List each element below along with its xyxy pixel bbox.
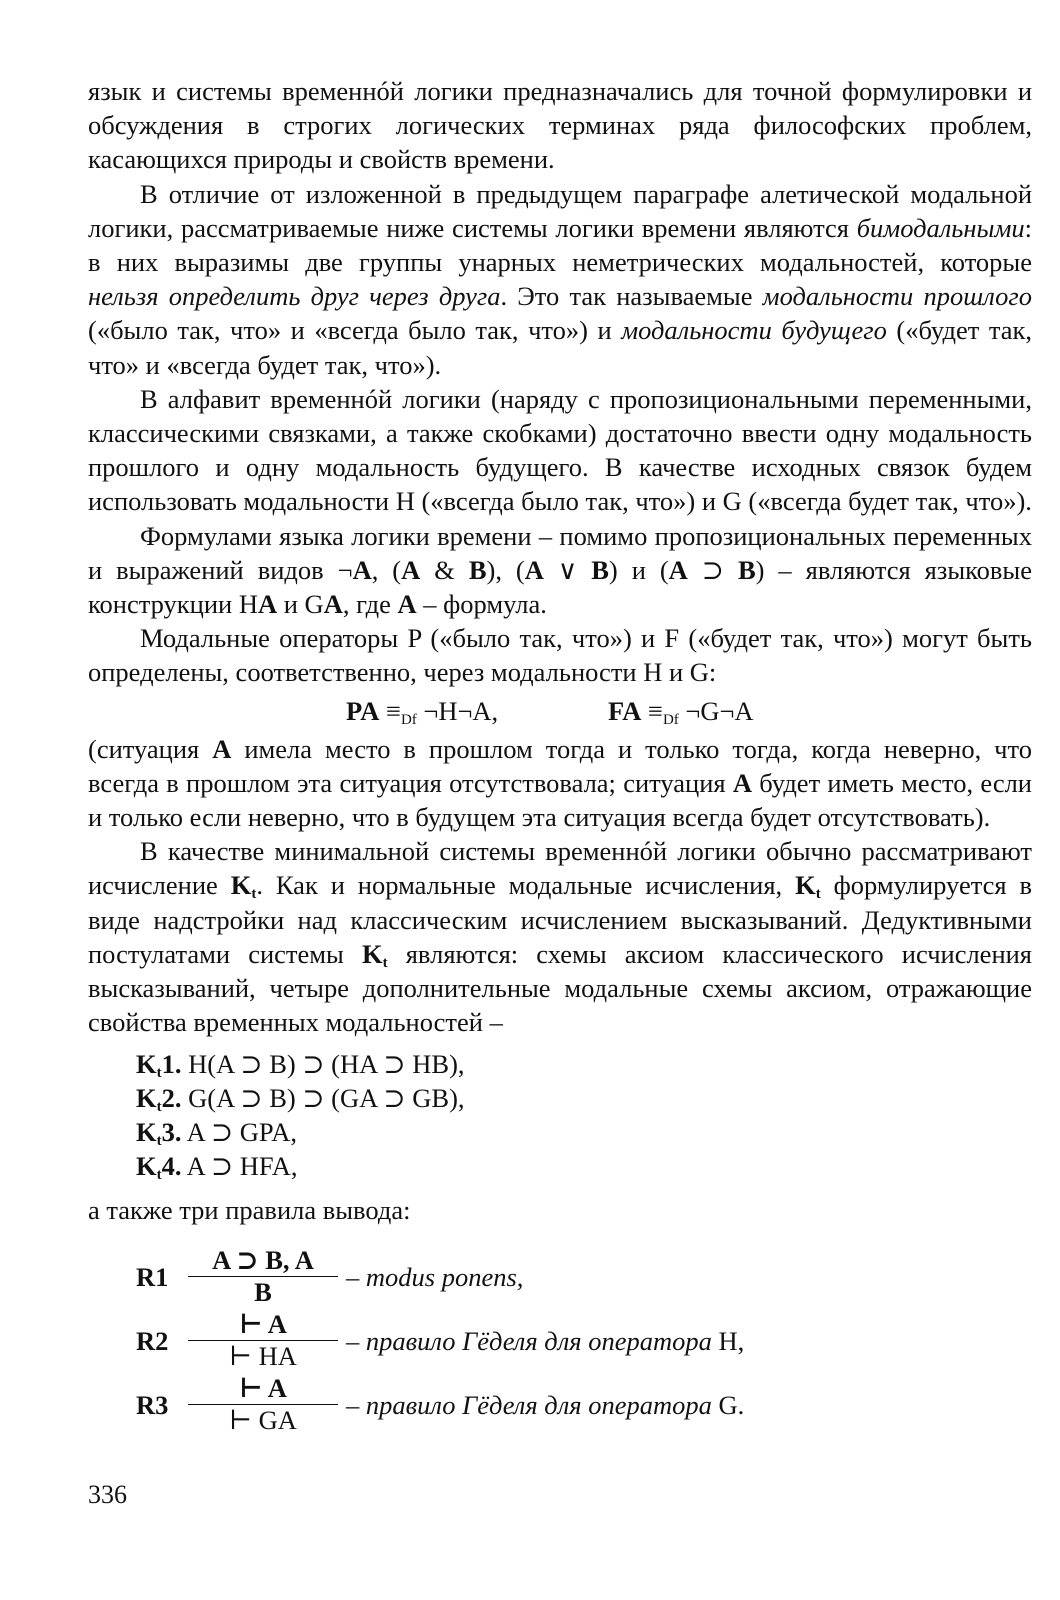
- rule-name: R1: [136, 1261, 169, 1292]
- definition-f: FA $\equiv_{Df}$ ¬G¬A: [608, 695, 754, 728]
- rule-denominator: ⊢ HA: [229, 1340, 297, 1371]
- definition-p: PA $\equiv_{Df}$ ¬H¬A,: [346, 695, 499, 728]
- axiom-item: $K_t3$. A ⊃ GPA,: [136, 1117, 297, 1150]
- rule-fraction: [188, 1246, 338, 1305]
- rule-fraction: [188, 1374, 338, 1433]
- paragraph-4: Формулами языка логики времени – помимо пропозициональных переменных и выражений видов ¬A, (A & B), (A ∨ B) и (A ⊃ B) – являются языковые конструкции HA и GA, где A – формула.: [88, 520, 1032, 620]
- rule-denominator: B: [254, 1276, 272, 1307]
- rule-description: – modus ponens,: [346, 1261, 524, 1292]
- axiom-item: $K_t2$. G(A ⊃ B) ⊃ (GA ⊃ GB),: [136, 1083, 465, 1116]
- inference-rules: [88, 1246, 1032, 1436]
- page-body: [88, 74, 1032, 1436]
- paragraph-7: В качестве минимальной системы временнóй логики обычно рассматривают исчисление $K_t$. Как и нормальные модальные исчисления, $K_t$ формулируется в виде надстройки над классическим исчислением высказываний. Дедуктивными постулатами системы $K_t$ являются: схемы аксиом классического исчисления высказываний, четыре дополнительные модальные схемы аксиом, отражающие свойства временных модальностей –: [88, 836, 1033, 1038]
- paragraph-3: В алфавит временнóй логики (наряду с пропозициональными переменными, классическими связками, а также скобками) достаточно ввести одну модальность прошлого и одну модальность будущего. В качестве исходных связок будем использовать модальности H («всегда было так, что») и G («всегда будет так, что»).: [88, 383, 1032, 517]
- rule-numerator: ⊢ A: [239, 1372, 287, 1403]
- rule-r2: [136, 1310, 836, 1370]
- rule-r3: [136, 1374, 836, 1434]
- definition-formulas: [88, 690, 1032, 732]
- rule-numerator: A ⊃ B, A: [212, 1244, 314, 1275]
- paragraph-2: В отличие от изложенной в предыдущем параграфе алетической модальной логики, рассматриваемые ниже системы логики времени являются бимодальными: в них выразимы две группы унарных неметрических модальностей, которые нельзя определить друг через друга. Это так называемые модальности прошлого («было так, что» и «всегда было так, что») и модальности будущего («будет так, что» и «всегда будет так, что»).: [88, 178, 1033, 380]
- paragraph-5: Модальные операторы P («было так, что») и F («будет так, что») могут быть определены, соответственно, через модальности H и G:: [88, 623, 1032, 688]
- rule-name: R2: [136, 1325, 169, 1356]
- paragraph-1: язык и системы временнóй логики предназначались для точной формулировки и обсуждения в строгих логических терминах ряда философских проблем, касающихся природы и свойств времени.: [88, 76, 1032, 175]
- axiom-item: $K_t4$. A ⊃ HFA,: [136, 1151, 298, 1184]
- rule-name: R3: [136, 1389, 169, 1420]
- rule-fraction: [188, 1310, 338, 1369]
- rule-denominator: ⊢ GA: [229, 1404, 297, 1435]
- rule-description: – правило Гёделя для оператора H,: [346, 1325, 745, 1356]
- rule-numerator: ⊢ A: [239, 1308, 287, 1339]
- rule-description: – правило Гёделя для оператора G.: [346, 1389, 745, 1420]
- axiom-list: [88, 1047, 1032, 1183]
- rule-r1: [136, 1246, 836, 1306]
- paragraph-8: а также три правила вывода:: [88, 1195, 411, 1226]
- axiom-item: $K_t1$. H(A ⊃ B) ⊃ (HA ⊃ HB),: [136, 1049, 465, 1082]
- paragraph-6: (ситуация A имела место в прошлом тогда и только тогда, когда неверно, что всегда в прошлом эта ситуация отсутствовала; ситуация A будет иметь место, если и только если неверно, что в будущем эта ситуация всегда будет отсутствовать).: [88, 733, 1032, 833]
- page-number: 336: [88, 1480, 127, 1509]
